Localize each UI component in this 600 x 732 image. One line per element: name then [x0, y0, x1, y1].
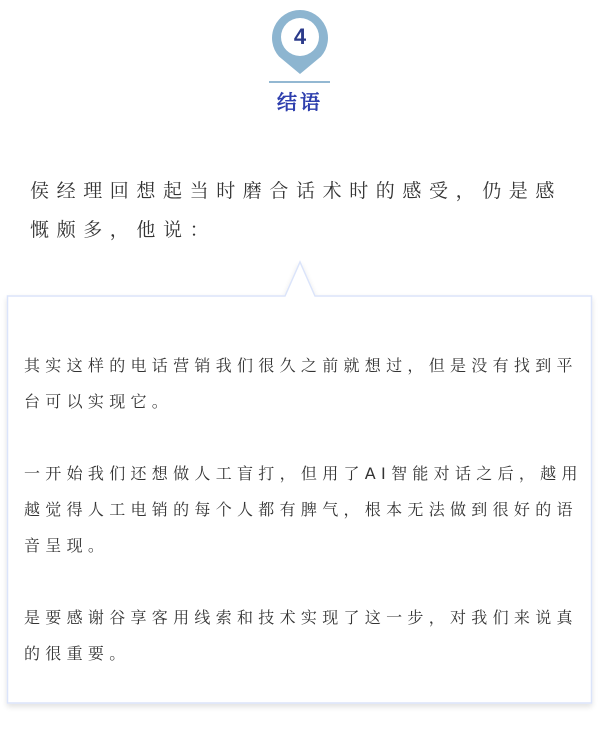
intro-paragraph: 侯经理回想起当时磨合话术时的感受，仍是感慨颇多，他说： [30, 180, 563, 241]
title-divider [269, 81, 330, 83]
section-number: 4 [293, 24, 307, 49]
quote-paragraph: 是要感谢谷享客用线索和技术实现了这一步，对我们来说真的很重要。 [24, 608, 578, 663]
quote-callout-box [0, 258, 600, 732]
quote-body [24, 348, 584, 708]
quote-paragraph: 一开始我们还想做人工盲打，但用了AI智能对话之后，越用越觉得人工电销的每个人都有脾气，根本无法做到很好的语音呈现。 [24, 464, 583, 555]
section-title: 结语 [277, 90, 323, 114]
quote-paragraph: 其实这样的电话营销我们很久之前就想过，但是没有找到平台可以实现它。 [24, 356, 578, 411]
map-pin-icon [271, 9, 329, 75]
section-header [0, 0, 600, 120]
